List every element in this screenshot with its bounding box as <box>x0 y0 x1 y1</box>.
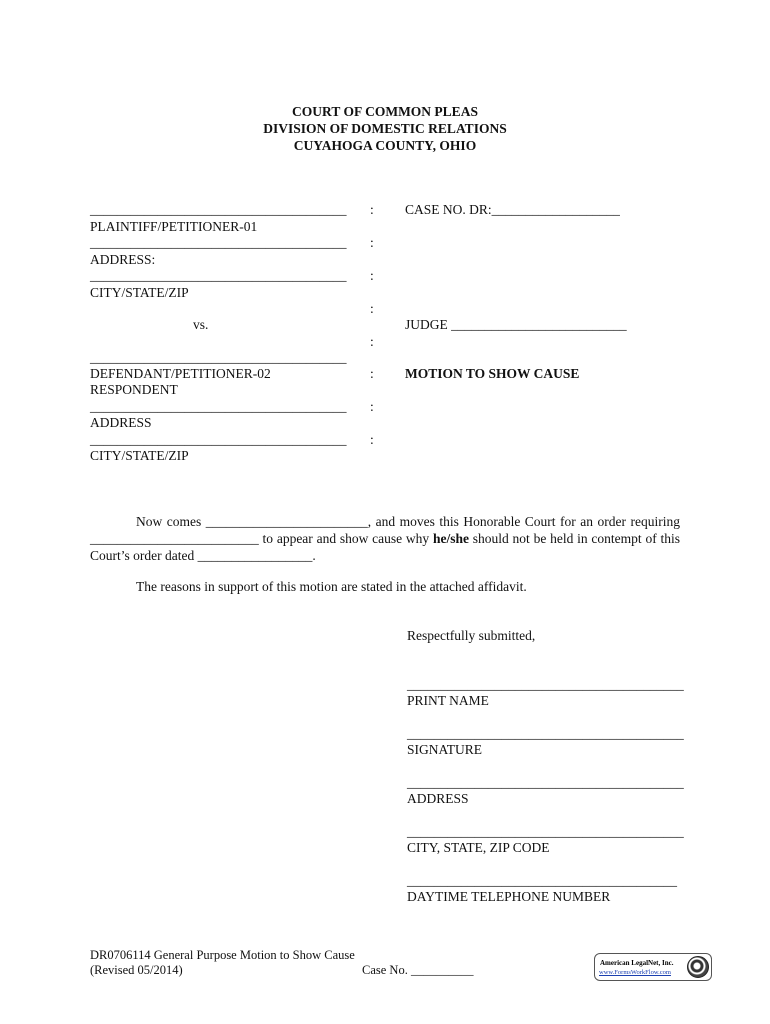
court-division: DIVISION OF DOMESTIC RELATIONS <box>263 121 507 136</box>
plaintiff-label: PLAINTIFF/PETITIONER-01 <box>90 219 258 234</box>
caption-colon: : <box>370 399 374 414</box>
signature-label: SIGNATURE <box>407 742 483 757</box>
caption-colon: : <box>370 366 374 381</box>
plaintiff-address-label: ADDRESS: <box>90 252 156 267</box>
defendant-city-label: CITY/STATE/ZIP <box>90 448 189 463</box>
legalnet-logo[interactable] <box>594 953 712 981</box>
plaintiff-city-line[interactable]: ______________________________________ <box>90 268 347 283</box>
court-header <box>0 103 770 154</box>
caption-colon: : <box>370 432 374 447</box>
defendant-city-line[interactable]: ______________________________________ <box>90 432 347 447</box>
print-name-line[interactable]: _________________________________________ <box>407 677 684 692</box>
respondent-label: RESPONDENT <box>90 382 178 397</box>
plaintiff-city-label: CITY/STATE/ZIP <box>90 285 189 300</box>
legalnet-logo-icon <box>687 956 709 978</box>
caption-colon: : <box>370 235 374 250</box>
motion-text-a: Now comes ________________________, and moves this Honorable Court for an order requiring _________________________ to appear and show cause why <box>90 514 680 546</box>
caption-colon: : <box>370 334 374 349</box>
footer-case-number[interactable]: Case No. __________ <box>362 963 474 977</box>
form-id: DR0706114 General Purpose Motion to Show Cause <box>90 948 355 962</box>
logo-url-link[interactable]: www.FormsWorkFlow.com <box>599 969 671 976</box>
caption-colon: : <box>370 301 374 316</box>
judge-field[interactable]: JUDGE __________________________ <box>405 317 627 332</box>
respectfully-submitted: Respectfully submitted, <box>407 628 536 643</box>
case-number-field[interactable]: CASE NO. DR:___________________ <box>405 202 620 217</box>
address-line[interactable]: _________________________________________ <box>407 775 684 790</box>
address-label: ADDRESS <box>407 791 469 806</box>
reasons-paragraph: The reasons in support of this motion are stated in the attached affidavit. <box>136 579 527 594</box>
signature-line[interactable]: _________________________________________ <box>407 726 684 741</box>
defendant-name-line[interactable]: ______________________________________ <box>90 350 347 365</box>
defendant-address-line[interactable]: ______________________________________ <box>90 399 347 414</box>
revised-date: (Revised 05/2014) <box>90 963 183 977</box>
motion-paragraph <box>90 513 680 564</box>
phone-label: DAYTIME TELEPHONE NUMBER <box>407 889 611 904</box>
city-state-zip-line[interactable]: _________________________________________ <box>407 824 684 839</box>
phone-line[interactable]: ________________________________________ <box>407 873 677 888</box>
defendant-label: DEFENDANT/PETITIONER-02 <box>90 366 271 381</box>
logo-company-name: American LegalNet, Inc. <box>600 959 674 967</box>
plaintiff-name-line[interactable]: ______________________________________ <box>90 202 347 217</box>
court-name: COURT OF COMMON PLEAS <box>292 104 478 119</box>
plaintiff-address-line[interactable]: ______________________________________ <box>90 235 347 250</box>
caption-colon: : <box>370 202 374 217</box>
motion-title: MOTION TO SHOW CAUSE <box>405 366 580 381</box>
print-name-label: PRINT NAME <box>407 693 489 708</box>
defendant-address-label: ADDRESS <box>90 415 152 430</box>
city-state-zip-label: CITY, STATE, ZIP CODE <box>407 840 550 855</box>
court-county: CUYAHOGA COUNTY, OHIO <box>293 138 477 153</box>
versus-label: vs. <box>193 317 209 332</box>
motion-text-b: should not be held in contempt of this Court’s order dated _________________. <box>90 531 680 563</box>
caption-colon: : <box>370 268 374 283</box>
motion-text-pronoun: he/she <box>432 531 469 546</box>
